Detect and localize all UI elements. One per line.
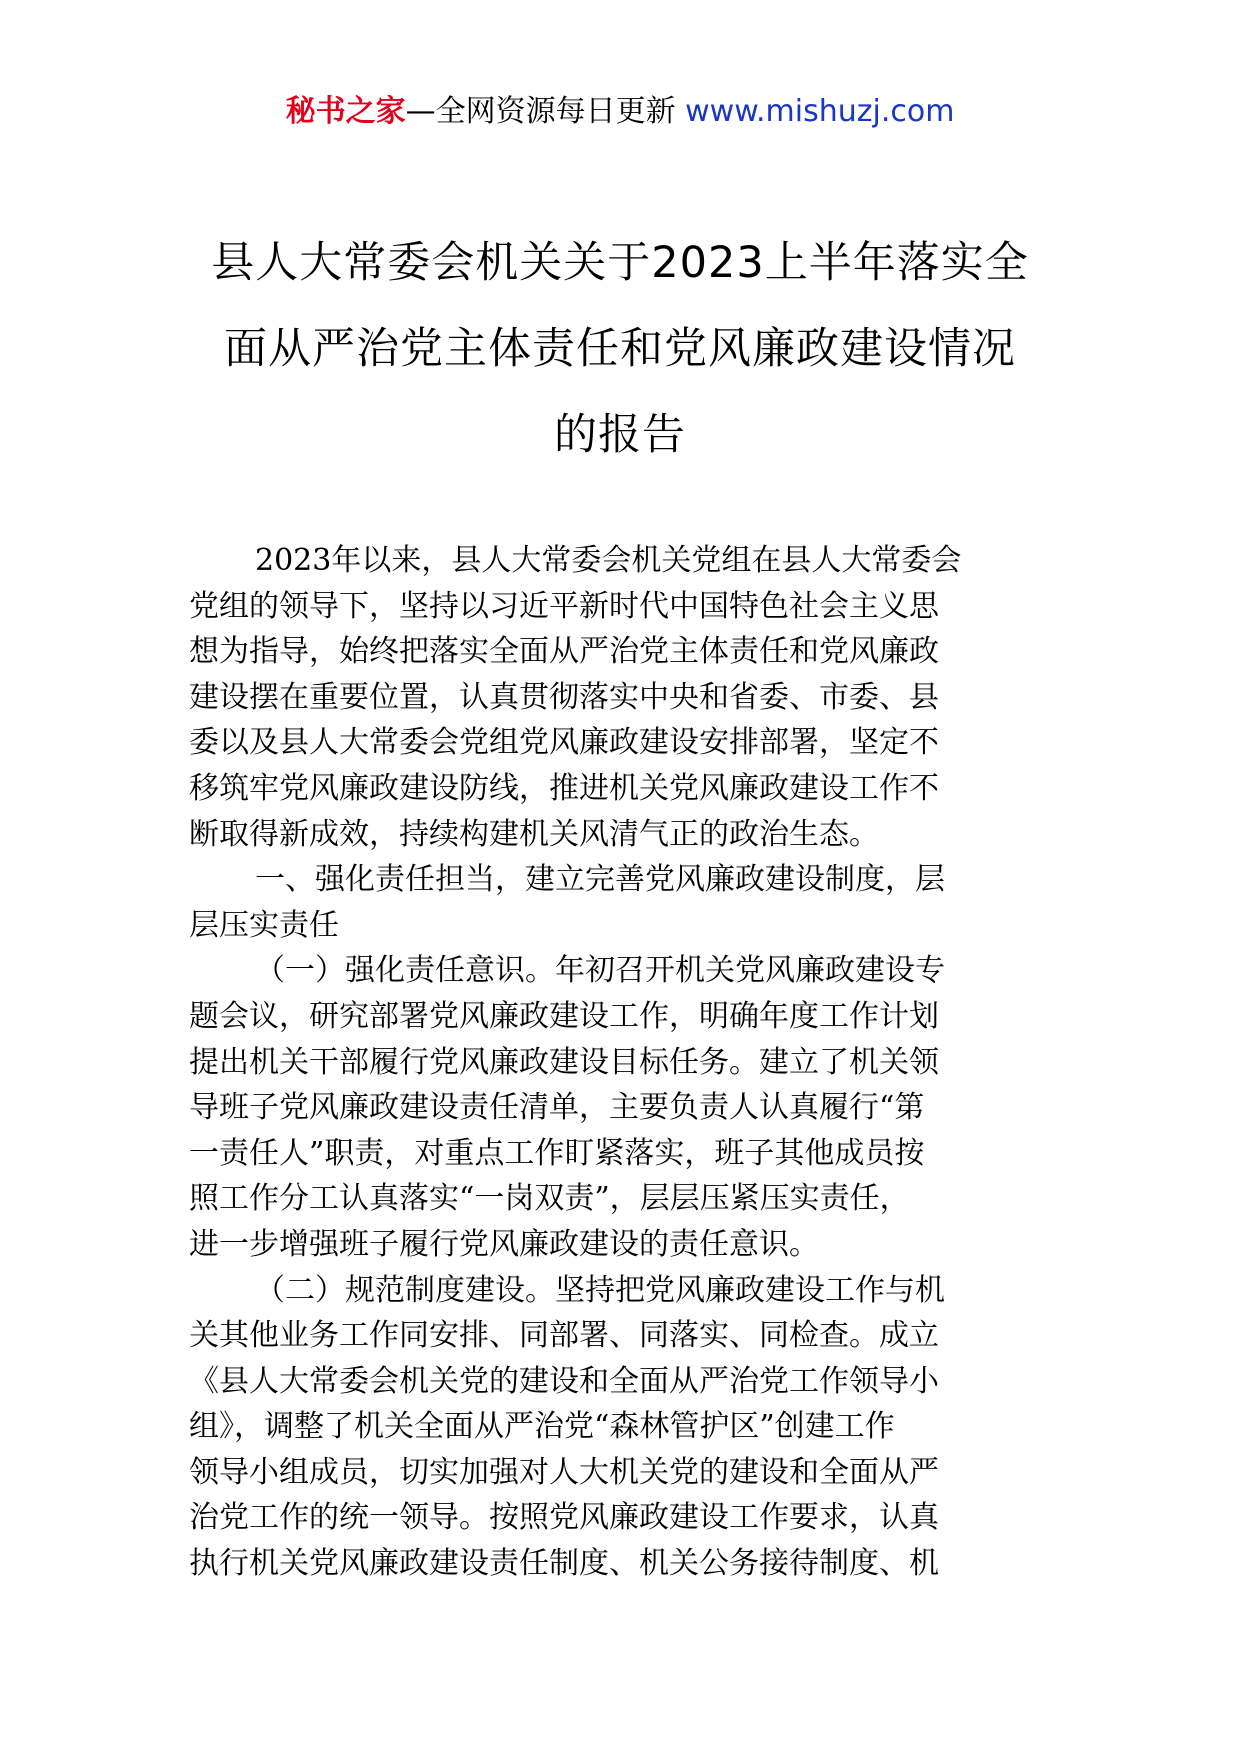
intro-paragraph <box>189 538 1059 857</box>
site-tagline: —全网资源每日更新 <box>405 94 676 129</box>
text-line: 断取得新成效，持续构建机关风清气正的政治生态。 <box>189 816 879 852</box>
text-line: 想为指导，始终把落实全面从严治党主体责任和党风廉政 <box>189 634 939 670</box>
text-line: 组》，调整了机关全面从严治党“森林管护区”创建工作 <box>189 1409 895 1445</box>
text-line: 《县人大常委会机关党的建设和全面从严治党工作领导小 <box>189 1363 939 1399</box>
title-line: 面从严治党主体责任和党风廉政建设情况 <box>224 324 1016 374</box>
text-line: （一）强化责任意识。年初召开机关党风廉政建设专 <box>255 953 945 989</box>
text-line: 照工作分工认真落实“一岗双责”，层层压紧压实责任， <box>189 1181 910 1217</box>
title-line: 的报告 <box>554 410 686 460</box>
text-line: 提出机关干部履行党风廉政建设目标任务。建立了机关领 <box>189 1044 939 1080</box>
text-line: （二）规范制度建设。坚持把党风廉政建设工作与机 <box>255 1272 945 1308</box>
subsection-paragraph-1 <box>189 948 1059 1267</box>
text-line: 执行机关党风廉政建设责任制度、机关公务接待制度、机 <box>189 1546 939 1582</box>
text-line: 进一步增强班子履行党风廉政建设的责任意识。 <box>189 1226 819 1262</box>
text-line: 关其他业务工作同安排、同部署、同落实、同检查。成立 <box>189 1318 939 1354</box>
text-line: 领导小组成员，切实加强对人大机关党的建设和全面从严 <box>189 1454 939 1490</box>
document-body <box>189 538 1059 1587</box>
section-heading-1 <box>189 857 1059 948</box>
text-line: 层压实责任 <box>189 907 339 943</box>
subsection-paragraph-2 <box>189 1268 1059 1587</box>
text-line: 2023年以来，县人大常委会机关党组在县人大常委会 <box>255 543 962 578</box>
text-line: 导班子党风廉政建设责任清单，主要负责人认真履行“第 <box>189 1090 925 1126</box>
text-line: 治党工作的统一领导。按照党风廉政建设工作要求，认真 <box>189 1500 939 1536</box>
text-line: 委以及县人大常委会党组党风廉政建设安排部署，坚定不 <box>189 725 939 761</box>
site-brand: 秘书之家 <box>285 94 406 129</box>
site-url-link[interactable]: www.mishuzj.com <box>685 94 955 129</box>
title-line: 县人大常委会机关关于2023上半年落实全 <box>211 238 1029 288</box>
text-line: 题会议，研究部署党风廉政建设工作，明确年度工作计划 <box>189 998 939 1034</box>
text-line: 一责任人”职责，对重点工作盯紧落实，班子其他成员按 <box>189 1135 925 1171</box>
text-line: 建设摆在重要位置，认真贯彻落实中央和省委、市委、县 <box>189 679 939 715</box>
document-title <box>160 220 1080 478</box>
text-line: 移筑牢党风廉政建设防线，推进机关党风廉政建设工作不 <box>189 770 939 806</box>
text-line: 一、强化责任担当，建立完善党风廉政建设制度，层 <box>255 862 945 898</box>
text-line: 党组的领导下，坚持以习近平新时代中国特色社会主义思 <box>189 588 939 624</box>
site-header <box>0 92 1240 132</box>
